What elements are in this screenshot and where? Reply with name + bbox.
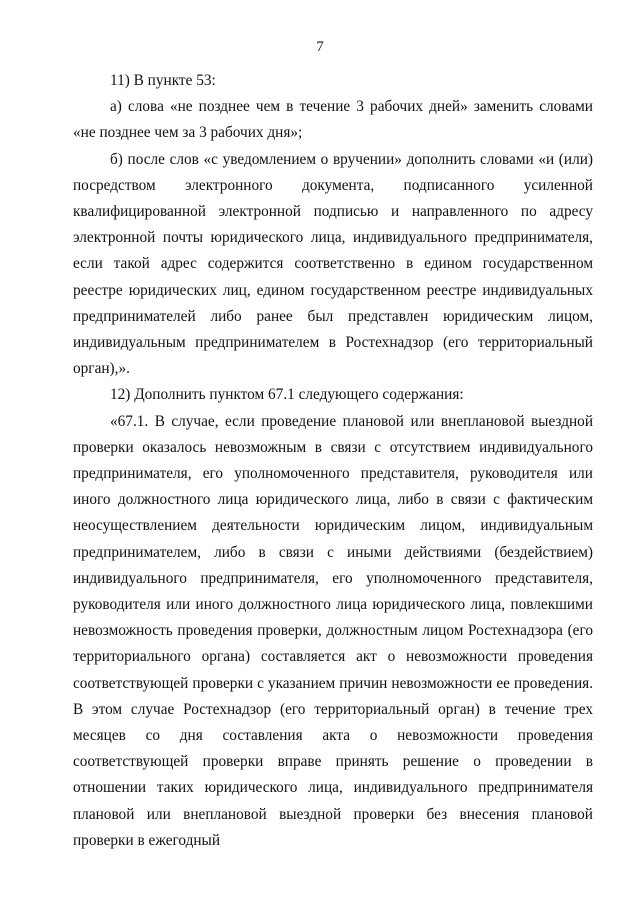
- paragraph-subitem-a: а) слова «не позднее чем в течение 3 рабочих дней» заменить словами «не позднее чем за 3 рабочих дня»;: [73, 98, 593, 142]
- paragraph-clause-67-1: «67.1. В случае, если проведение плановой или внеплановой выездной проверки оказалось невозможным в связи с отсутствием индивидуального предпринимателя, его уполномоченного представителя, руководителя или иного должностного лица юридического лица, либо в связи с фактическим неосуществлением деятельности юридическим лицом, индивидуальным предпринимателем, либо в связи с иными действиями (бездействием) индивидуального предпринимателя, его уполномоченного представителя, руководителя или иного должностного лица юридического лица, повлекшими невозможность проведения проверки, должностным лицом Ростехнадзора (его территориального органа) составляется акт о невозможности проведения соответствующей проверки с указанием причин невозможности ее проведения. В этом случае Ростехнадзор (его территориальный орган) в течение трех месяцев со дня составления акта о невозможности проведения соответствующей проверки вправе принять решение о проведении в отношении таких юридического лица, индивидуального предпринимателя плановой или внеплановой выездной проверки без внесения плановой проверки в ежегодный: [73, 412, 593, 849]
- page-number: 7: [316, 39, 324, 55]
- document-body: [73, 68, 593, 854]
- paragraph-subitem-b: б) после слов «с уведомлением о вручении» дополнить словами «и (или) посредством электронного документа, подписанного усиленной квалифицированной электронной подписью и направленного по адресу электронной почты юридического лица, индивидуального предпринимателя, если такой адрес содержится соответственно в едином государственном реестре юридических лиц, едином государственном реестре индивидуальных предпринимателей либо ранее был представлен юридическим лицом, индивидуальным предпринимателем в Ростехнадзор (его территориальный орган),».: [73, 150, 593, 378]
- paragraph-item-11: 11) В пункте 53:: [110, 72, 216, 89]
- paragraph-item-12: 12) Дополнить пунктом 67.1 следующего содержания:: [110, 386, 464, 404]
